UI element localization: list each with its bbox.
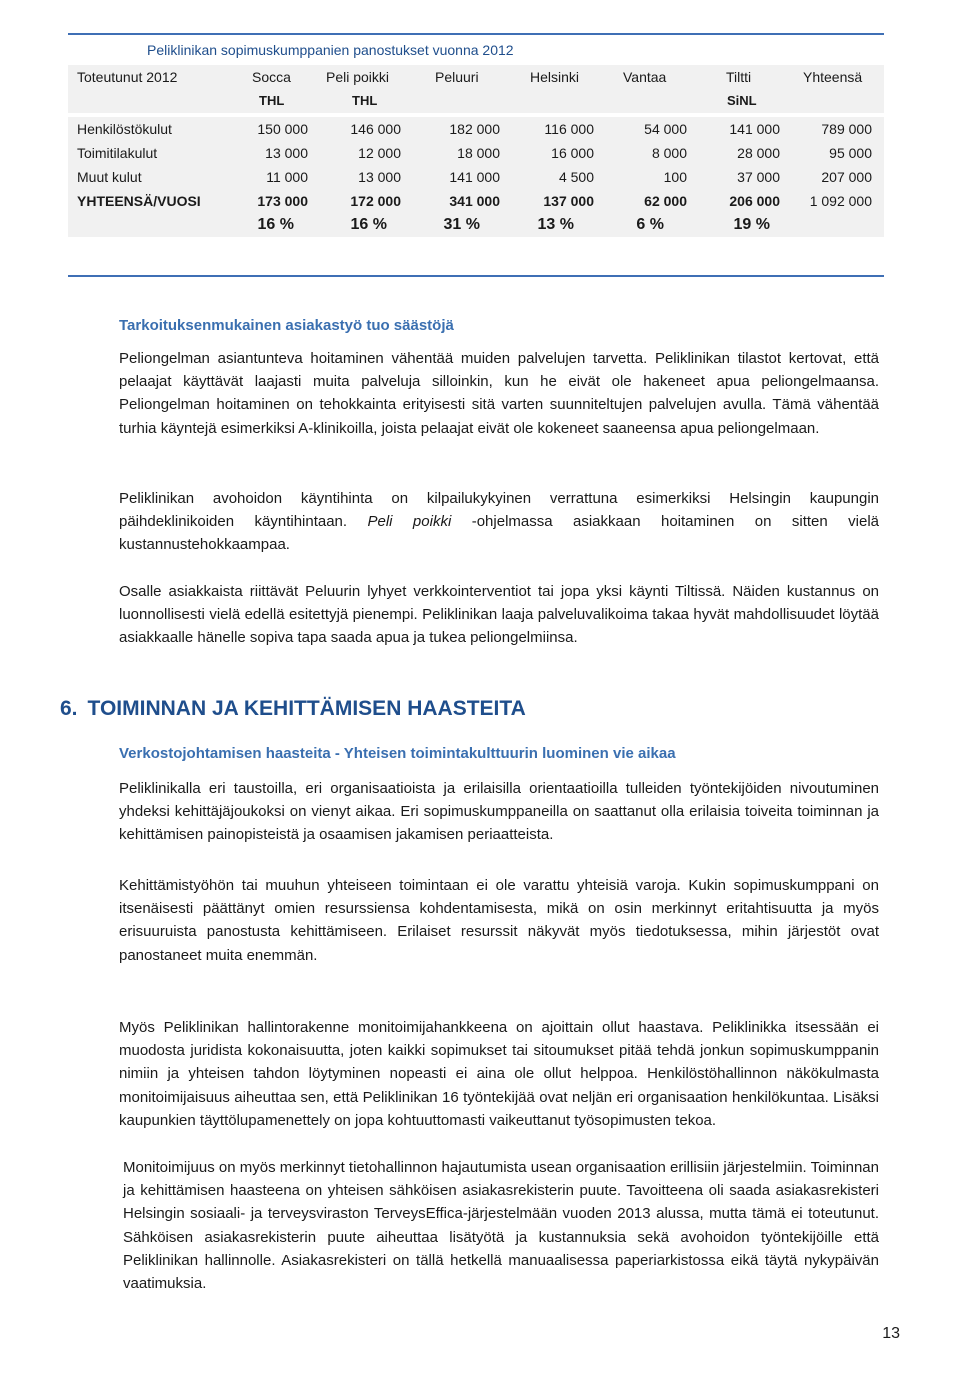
table-cell: 789 000 (821, 121, 872, 137)
cost-table (68, 33, 884, 277)
table-cell: 18 000 (457, 145, 500, 161)
percent-cell: 31 % (443, 216, 480, 233)
table-cell: 341 000 (449, 193, 500, 209)
column-subheader: THL (352, 93, 378, 108)
table-cell: 206 000 (729, 193, 780, 209)
row-label: Muut kulut (77, 169, 142, 185)
table-cell: 173 000 (257, 193, 308, 209)
table-cell: 54 000 (644, 121, 687, 137)
paragraph: Kehittämistyöhön tai muuhun yhteiseen toimintaan ei ole varattu yhteisiä varoja. Kukin sopimuskumppani on itsenäisesti päättänyt omien resurssiensa kohdentamisesta, mikä on osin merkinnyt eritahtisuutta ja myös erisuuruista panostusta kehittämiseen. Erilaiset resurssit näkyvät myös tiedotuksessa, mihin järjestöt ovat panostaneet muita enemmän. (119, 877, 879, 964)
table-cell: 116 000 (544, 121, 594, 137)
table-cell: 95 000 (829, 145, 872, 161)
paragraph: Osalle asiakkaista riittävät Peluurin lyhyet verkkointerventiot tai jopa yksi käynti Tiltissä. Näiden kustannus on luonnollisesti vielä edellä esitettyjä pienempi. Peliklinikan laaja palveluvalikoima takaa hyvät mahdollisuudet löytää asiakkaalle hänelle sopiva tapa saada apua ja tukea peliongelmiinsa. (119, 583, 879, 647)
column-header: Socca (252, 69, 291, 85)
paragraph: Peliklinikalla eri taustoilla, eri organisaatioista ja erilaisilla orientaatioilla tulleiden työntekijöiden nivoutuminen yhdeksi kehittäjäjoukoksi on vienyt aikaa. Eri sopimuskumppaneilla on saattanut olla erilaisia toiveita toiminnan ja kehittämisen painopisteistä ja osaamisen jakamisen periaatteista. (119, 780, 879, 844)
table-row (68, 141, 884, 165)
program-name: Peli poikki (367, 513, 452, 531)
paragraph: Peliongelman asiantunteva hoitaminen vähentää muiden palvelujen tarvetta. Peliklinikan tilastot kertovat, että pelaajat käyttävät laajasti muita palveluja silloinkin, kun he eivät ole hakeneet apua peliongelmaansa. Peliongelman hoitaminen on tehokkainta erityisesti sitä varten suunniteltujen palvelujen avulla. Tämä vähentää turhia käyntejä esimerkiksi A-klinikoilla, joista pelaajat eivät ole kokeneet saaneensa apua peliongelmaan. (119, 350, 879, 437)
table-cell: 12 000 (358, 145, 401, 161)
percent-cell: 19 % (733, 216, 770, 233)
table-cell: 100 (663, 169, 687, 185)
table-header-row (68, 65, 884, 89)
column-header: Tiltti (726, 69, 752, 85)
column-header: Peli poikki (326, 69, 390, 85)
table-title: Peliklinikan sopimuskumppanien panostukset vuonna 2012 (147, 42, 514, 58)
table-cell: 13 000 (358, 169, 401, 185)
table-corner: Toteutunut 2012 (77, 69, 178, 85)
chapter-number: 6. (60, 697, 78, 720)
table-cell: 141 000 (449, 169, 500, 185)
table-row (68, 165, 884, 189)
table-subheader-row (68, 89, 884, 113)
table-row (68, 117, 884, 141)
table-cell: 37 000 (737, 169, 780, 185)
table-cell: 182 000 (449, 121, 500, 137)
row-label: Toimitilakulut (77, 145, 158, 161)
column-header: Helsinki (530, 69, 580, 85)
table-total-row (68, 189, 884, 213)
paragraph-text: Peliklinikan avohoidon käyntihinta on kilpailukykyinen verrattuna esimerkiksi Helsingin kaupungin päihdeklinikoiden käyntihintaan. (119, 490, 879, 531)
paragraph: Monitoimijuus on myös merkinnyt tietohallinnon hajautumista usean organisaation erillisiin järjestelmiin. Toiminnan ja kehittämisen haasteena on yhteisen sähköisen asiakasrekisterin puute. Tavoitteena oli saada asiakasrekisteri Helsingin sosiaali- ja terveysviraston TerveysEffica-järjestelmään vuoden 2013 alussa, mutta tämä ei toteutunut. Sähköisen asiakasrekisterin puute aiheuttaa lisätyötä ja kustannuksia sekä avohoidon työntekijöille että Peliklinikan hallinnolle. Asiakasrekisteri on tällä hetkellä manuaalisessa paperiarkistossa eikä täytä nykypäivän vaatimuksia. (123, 1159, 879, 1293)
table-cell: 16 000 (551, 145, 594, 161)
table-cell: 11 000 (266, 169, 308, 185)
paragraph: Myös Peliklinikan hallintorakenne monitoimijahankkeena on ajoittain ollut haastava. Peliklinikka itsessään ei muodosta juridista kokonaisuutta, joten kaikki sopimukset tai sitoumukset pitää tehdä jonkun sopimuskumppanin nimiin ja yhteisen tahdon löytyminen nopeasti ei aina ole ollut helppoa. Henkilöstöhallinnon näkökulmasta monitoimijaisuus aiheuttaa sen, että Peliklinikan 16 työntekijää ovat neljän eri organisaation henkilökuntaa. Lisäksi kaupunkien täyttölupamenettely on jopa kohtuuttomasti vaikeuttanut työsopimusten tekoa. (119, 1019, 879, 1129)
column-header: Peluuri (435, 69, 479, 85)
table-cell: 137 000 (543, 193, 594, 209)
table-cell: 150 000 (257, 121, 308, 137)
table-cell: 62 000 (644, 193, 687, 209)
column-header: Vantaa (623, 69, 667, 85)
column-subheader: THL (259, 93, 285, 108)
column-subheader: SiNL (727, 93, 757, 108)
table-cell: 1 092 000 (809, 193, 872, 209)
table-cell: 141 000 (729, 121, 780, 137)
table-cell: 207 000 (821, 169, 872, 185)
table-cell: 172 000 (350, 193, 401, 209)
table-cell: 4 500 (558, 169, 594, 185)
table-cell: 28 000 (737, 145, 780, 161)
chapter-heading (60, 697, 536, 721)
percent-cell: 6 % (636, 216, 664, 233)
chapter-title: TOIMINNAN JA KEHITTÄMISEN HAASTEITA (87, 697, 526, 720)
row-label: Henkilöstökulut (77, 121, 172, 137)
paragraph (119, 487, 879, 557)
section-subheading: Verkostojohtamisen haasteita - Yhteisen toimintakulttuurin luominen vie aikaa (119, 745, 676, 762)
table-percent-row (68, 213, 884, 237)
percent-cell: 16 % (257, 216, 294, 233)
page-number: 13 (882, 1325, 900, 1342)
table-bottom-rule (68, 275, 884, 277)
paragraph-text: -ohjelmassa asiakkaan hoitaminen on sitten vielä kustannustehokkaampaa. (119, 513, 880, 554)
table-cell: 8 000 (651, 145, 687, 161)
table-cell: 146 000 (350, 121, 401, 137)
percent-cell: 13 % (537, 216, 574, 233)
table-cell: 13 000 (265, 145, 308, 161)
section-heading: Tarkoituksenmukainen asiakastyö tuo säästöjä (119, 317, 454, 334)
percent-cell: 16 % (350, 216, 387, 233)
row-label: YHTEENSÄ/VUOSI (77, 193, 201, 209)
column-header: Yhteensä (803, 69, 863, 85)
